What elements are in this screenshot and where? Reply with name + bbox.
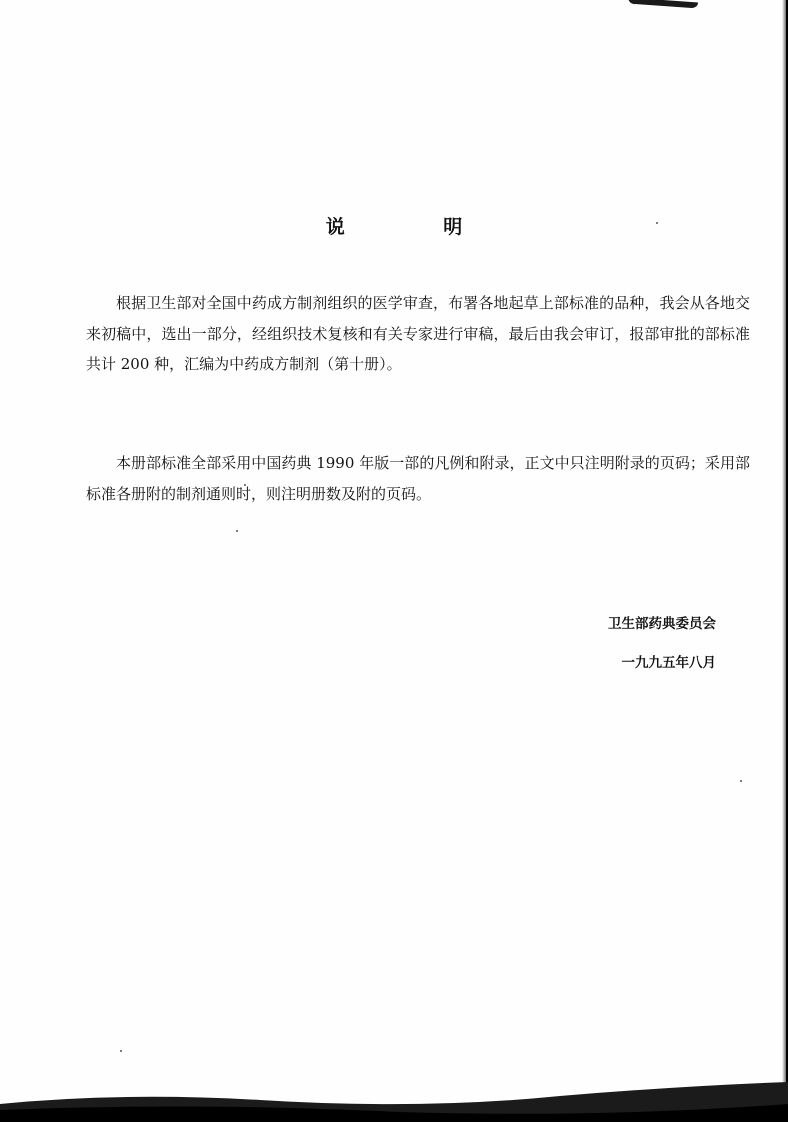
signature-date: 一九九五年八月 — [621, 655, 716, 671]
signature-organization: 卫生部药典委员会 — [608, 616, 716, 632]
paragraph-2: 本册部标准全部采用中国药典 1990 年版一部的凡例和附录，正文中只注明附录的页码；采用部标准各册附的制剂通则时，则注明册数及附的页码。 — [86, 454, 750, 503]
paragraph-1: 根据卫生部对全国中药成方制剂组织的医学审查，布署各地起草上部标准的品种，我会从各地交来初稿中，选出一部分，经组织技术复核和有关专家进行审稿，最后由我会审订，报部审批的部标准共计 200 种，汇编为中药成方制剂（第十册）。 — [86, 294, 750, 373]
scan-artifact-right-edge — [782, 0, 788, 1122]
scan-artifact-bottom-edge — [0, 1052, 788, 1122]
scan-speck — [120, 1050, 122, 1052]
scan-artifact-top — [628, 0, 698, 8]
scan-speck — [740, 780, 742, 782]
document-title: 说 明 — [325, 216, 509, 238]
scan-speck — [236, 530, 238, 532]
